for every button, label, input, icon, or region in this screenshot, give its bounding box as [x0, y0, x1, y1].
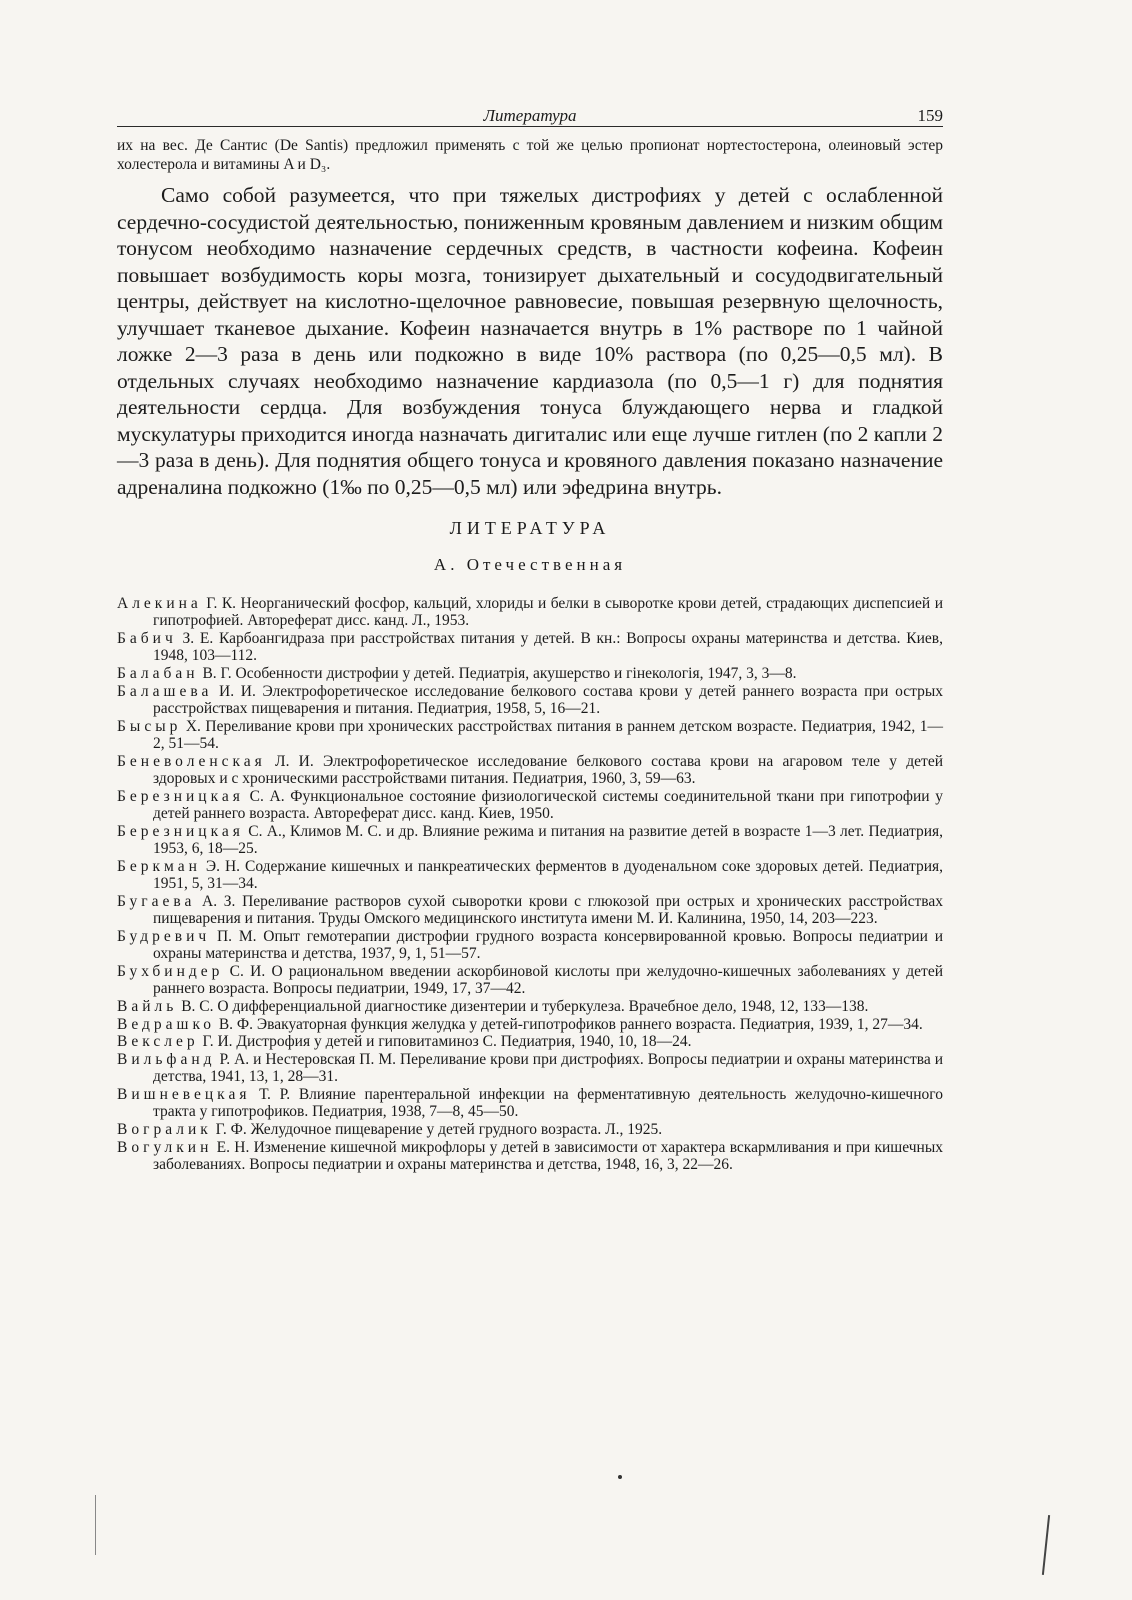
reference-entry — [117, 858, 943, 892]
reference-entry — [117, 630, 943, 664]
reference-entry — [117, 718, 943, 752]
reference-text: В. Г. Особенности дистрофии у детей. Педиатрія, акушерство и гінекологія, 1947, 3, 3—8. — [198, 665, 797, 682]
reference-entry — [117, 753, 943, 787]
reference-text: Е. Н. Изменение кишечной микрофлоры у детей в зависимости от характера вскармливания и при кишечных заболеваниях. Вопросы педиатрии и охраны материнства и детства, 1948, 16, 3, 22—26. — [153, 1138, 943, 1174]
reference-author: Бысыр — [117, 717, 182, 735]
scan-dot — [618, 1475, 622, 1479]
reference-author: Будревич — [117, 927, 211, 945]
reference-entry — [117, 595, 943, 629]
reference-author: Бухбиндер — [117, 962, 224, 980]
reference-entry — [117, 1016, 943, 1033]
running-title: Литература — [483, 106, 577, 125]
reference-text: С. А., Климов М. С. и др. Влияние режима и питания на развитие детей в возрасте 1—3 лет. Педиатрия, 1953, 6, 18—25. — [153, 822, 943, 857]
body-paragraph: Само собой разумеется, что при тяжелых дистрофиях у детей с ослабленной сердечно-сосудистой деятельностью, пониженным кровяным давлением и низким общим тонусом необходимо назначение сердечных средств, в частности кофеина. Кофеин повышает возбудимость коры мозга, тонизирует дыхательный и сосудодвигательный центры, действует на кислотно-щелочное равновесие, повышая резервную щелочность, улучшает тканевое дыхание. Кофеин назначается внутрь в 1% растворе по 1 чайной ложке 2—3 раза в день или подкожно в виде 10% раствора (по 0,25—0,5 мл). В отдельных случаях необходимо назначение кардиазола (по 0,5—1 г) для поднятия деятельности сердца. Для возбуждения тонуса блуждающего нерва и гладкой мускулатуры приходится иногда назначать дигиталис или еще лучше гитлен (по 2 капли 2—3 раза в день). Для поднятия общего тонуса и кровяного давления показано назначение адреналина подкожно (1‰ по 0,25—0,5 мл) или эфедрина внутрь. — [117, 183, 943, 499]
reference-entry — [117, 1033, 943, 1050]
scan-mark-left — [95, 1495, 96, 1555]
reference-author: Вогралик — [117, 1121, 212, 1139]
reference-entry — [117, 1139, 943, 1173]
reference-text: С. А. Функциональное состояние физиологической системы соединительной ткани при гипотрофии у детей раннего возраста. Автореферат дисс. канд. Киев, 1950. — [153, 787, 943, 822]
reference-author: Вишневецкая — [117, 1086, 251, 1104]
reference-text: И. И. Электрофоретическое исследование белкового состава крови у детей раннего возраста при острых расстройствах пищеварения и питания. Педиатрия, 1958, 5, 16—21. — [153, 682, 943, 717]
reference-author: Березницкая — [117, 822, 244, 840]
reference-text: С. И. О рациональном введении аскорбиновой кислоты при желудочно-кишечных заболеваниях у детей раннего возраста. Вопросы педиатрии, 1949, 17, 37—42. — [153, 962, 943, 997]
reference-text: Х. Переливание крови при хронических расстройствах питания в раннем детском возрасте. Педиатрия, 1942, 1—2, 51—54. — [153, 717, 943, 752]
scan-mark-right — [1042, 1515, 1050, 1575]
reference-text: Г. К. Неорганический фосфор, кальций, хлориды и белки в сыворотке крови детей, страдающих диспепсией и гипотрофией. Автореферат дисс. канд. Л., 1953. — [153, 595, 943, 630]
reference-text: Г. Ф. Желудочное пищеварение у детей грудного возраста. Л., 1925. — [211, 1121, 663, 1139]
reference-author: Березницкая — [117, 787, 244, 805]
reference-entry — [117, 963, 943, 997]
reference-text: Л. И. Электрофоретическое исследование белкового состава крови на агаровом теле у детей здоровых и с хроническими расстройствами питания. Педиатрия, 1960, 3, 59—63. — [153, 752, 943, 787]
reference-entry — [117, 788, 943, 822]
reference-entry — [117, 1051, 943, 1085]
reference-author: Вогулкин — [117, 1138, 213, 1156]
reference-text: В. Ф. Эвакуаторная функция желудка у детей-гипотрофиков раннего возраста. Педиатрия, 1939, 1, 27—34. — [214, 1015, 923, 1033]
reference-text: А. З. Переливание растворов сухой сыворотки крови с глюкозой при острых и хронических расстройствах пищеварения и питания. Труды Омского медицинского института имени М. И. Калинина, 1950, 14, 203—223. — [153, 892, 943, 927]
intro-paragraph: их на вес. Де Сантис (De Santis) предложил применять с той же целью пропионат нортестостерона, олеиновый эстер холестерола и витамины A и D₃. — [117, 137, 943, 173]
reference-author: Беркман — [117, 857, 201, 875]
reference-entry — [117, 1121, 943, 1138]
reference-author: Балабан — [117, 665, 199, 682]
reference-entry — [117, 893, 943, 927]
page-number: 159 — [917, 106, 943, 125]
reference-author: Беневоленская — [117, 752, 266, 770]
reference-entry — [117, 665, 943, 682]
reference-entry — [117, 928, 943, 962]
reference-author: Вайль — [117, 997, 178, 1015]
reference-author: Ведрашко — [117, 1015, 215, 1033]
reference-entry — [117, 998, 943, 1015]
reference-entry — [117, 1086, 943, 1120]
reference-entry — [117, 823, 943, 857]
reference-text: В. С. О дифференциальной диагностике дизентерии и туберкулеза. Врачебное дело, 1948, 12, 133—138. — [177, 997, 869, 1015]
reference-text: Р. А. и Нестеровская П. М. Переливание крови при дистрофиях. Вопросы педиатрии и охраны материнства и детства, 1941, 13, 1, 28—31. — [153, 1051, 943, 1086]
reference-entry — [117, 683, 943, 717]
reference-author: Вильфанд — [117, 1051, 216, 1069]
reference-text: Т. Р. Влияние парентеральной инфекции на ферментативную деятельность желудочно-кишечного тракта у гипотрофиков. Педиатрия, 1938, 7—8, 45—50. — [153, 1086, 943, 1121]
reference-author: Алекина — [117, 595, 202, 612]
reference-text: Э. Н. Содержание кишечных и панкреатических ферментов в дуоденальном соке здоровых детей. Педиатрия, 1951, 5, 31—34. — [153, 857, 943, 892]
reference-text: П. М. Опыт гемотерапии дистрофии грудного возраста консервированной кровью. Вопросы педиатрии и охраны материнства и детства, 1937, 9, 1, 51—57. — [153, 927, 943, 962]
reference-author: Бабич — [117, 630, 177, 647]
running-header — [117, 100, 943, 127]
book-page — [117, 100, 943, 1189]
reference-author: Балашева — [117, 682, 213, 700]
reference-text: Г. И. Дистрофия у детей и гиповитаминоз С. Педиатрия, 1940, 10, 18—24. — [198, 1033, 692, 1051]
reference-author: Бугаева — [117, 892, 196, 910]
reference-list — [117, 595, 943, 1173]
reference-author: Векслер — [117, 1033, 199, 1051]
subsection-title: А. Отечественная — [433, 555, 627, 574]
section-title: ЛИТЕРАТУРА — [449, 518, 611, 538]
reference-text: З. Е. Карбоангидраза при расстройствах питания у детей. В кн.: Вопросы охраны материнства и детства. Киев, 1948, 103—112. — [153, 630, 943, 665]
